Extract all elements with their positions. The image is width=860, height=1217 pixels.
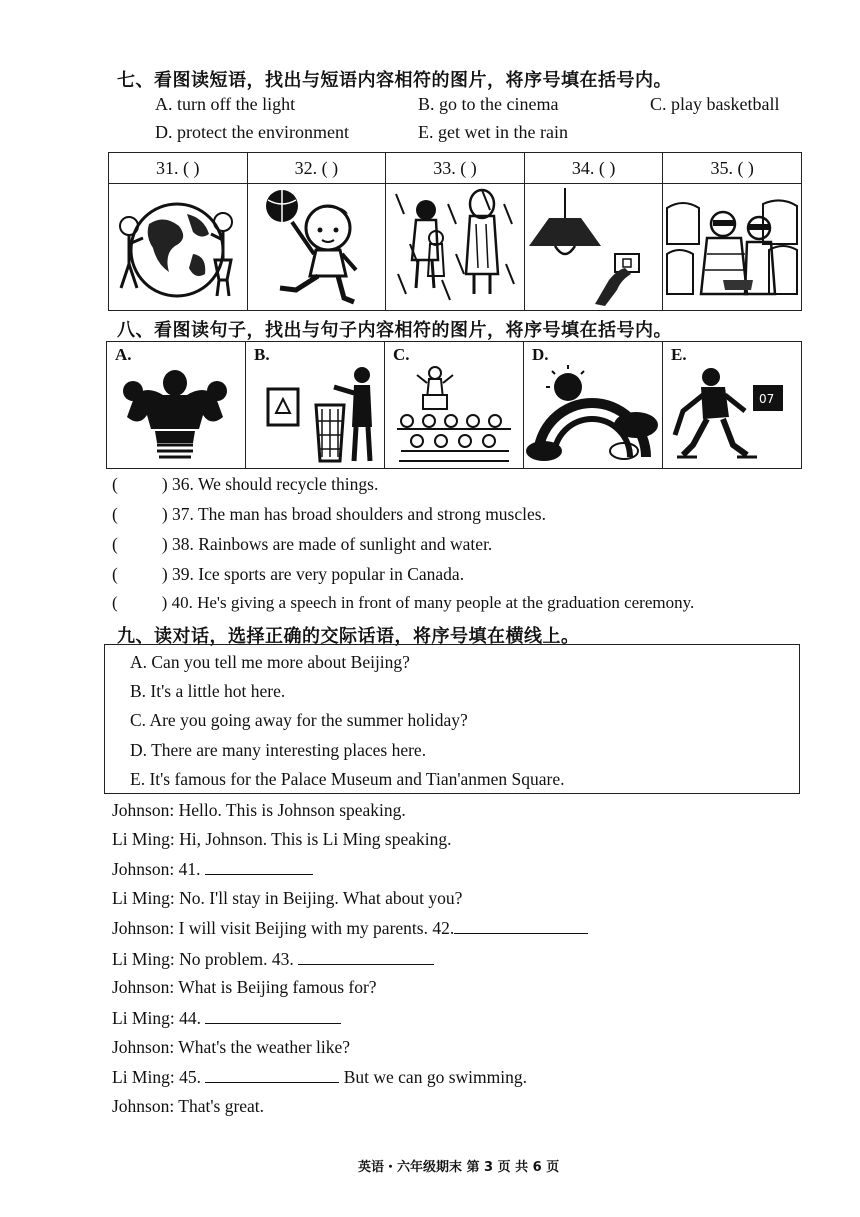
answer-slot-34[interactable]: 34. ( ) xyxy=(524,153,663,184)
answer-slot-31[interactable]: 31. ( ) xyxy=(109,153,248,184)
picture-cell-e xyxy=(663,342,802,469)
section7-title: 七、看图读短语，找出与短语内容相符的图片，将序号填在括号内。 xyxy=(117,70,672,91)
option-b: B. go to the cinema xyxy=(418,94,559,114)
section9-title: 九、读对话，选择正确的交际话语，将序号填在横线上。 xyxy=(117,626,580,647)
picture-cell-b xyxy=(246,342,385,469)
answer-slot-33[interactable]: 33. ( ) xyxy=(386,153,525,184)
picture-cell-c xyxy=(385,342,524,469)
sentence-36: ( ) 36. We should recycle things. xyxy=(112,474,379,494)
basketball-boy-icon xyxy=(248,184,384,308)
picture-letter-b: B. xyxy=(254,345,270,364)
picture-letter-d: D. xyxy=(532,345,549,364)
dialogue-line: Johnson: I will visit Beijing with my parents. 42. xyxy=(112,917,588,939)
picture-cell-31 xyxy=(109,184,248,311)
muscle-man-icon xyxy=(107,365,243,463)
ice-hockey-icon xyxy=(663,365,799,463)
dialogue-line: Johnson: 41. xyxy=(112,858,313,880)
dialogue-line: Li Ming: 44. xyxy=(112,1007,341,1029)
answer-blank-41[interactable] xyxy=(205,858,313,875)
cinema-audience-icon xyxy=(663,184,799,308)
picture-letter-c: C. xyxy=(393,345,410,364)
answer-slot-35[interactable]: 35. ( ) xyxy=(663,153,802,184)
dialogue-line: Li Ming: No problem. 43. xyxy=(112,948,434,970)
dialogue-line: Johnson: What is Beijing famous for? xyxy=(112,977,377,997)
answer-blank-43[interactable] xyxy=(298,948,434,965)
section8-title: 八、看图读句子，找出与句子内容相符的图片，将序号填在括号内。 xyxy=(117,320,672,341)
choice-a: A. Can you tell me more about Beijing? xyxy=(130,652,410,672)
option-d: D. protect the environment xyxy=(155,122,349,142)
sentence-39: ( ) 39. Ice sports are very popular in Canada. xyxy=(112,564,465,584)
answer-blank-42[interactable] xyxy=(454,917,588,934)
svg-text:07: 07 xyxy=(759,392,775,406)
lamp-switch-icon xyxy=(525,184,661,308)
option-e: E. get wet in the rain xyxy=(418,122,568,142)
paren-37[interactable]: ( xyxy=(112,504,118,524)
paren-40[interactable]: ( xyxy=(112,593,118,612)
dialogue-line: Li Ming: Hi, Johnson. This is Li Ming speaking. xyxy=(112,829,452,849)
picture-letter-e: E. xyxy=(671,345,687,364)
paren-38[interactable]: ( xyxy=(112,534,118,554)
answer-slot-32[interactable]: 32. ( ) xyxy=(247,153,386,184)
sentence-38: ( ) 38. Rainbows are made of sunlight and water. xyxy=(112,534,493,554)
graduation-speech-icon xyxy=(385,365,521,463)
choice-b: B. It's a little hot here. xyxy=(130,681,286,701)
picture-cell-32 xyxy=(247,184,386,311)
dialogue-line: Li Ming: No. I'll stay in Beijing. What about you? xyxy=(112,888,463,908)
sentence-40: ( ) 40. He's giving a speech in front of many people at the graduation ceremony. xyxy=(112,593,695,612)
recycle-bin-icon xyxy=(246,365,382,463)
paren-36[interactable]: ( xyxy=(112,474,118,494)
picture-cell-d xyxy=(524,342,663,469)
choice-d: D. There are many interesting places here. xyxy=(130,740,427,760)
earth-kids-icon xyxy=(109,184,245,308)
section7-picture-table xyxy=(108,152,802,311)
rainbow-icon xyxy=(524,365,660,463)
answer-blank-44[interactable] xyxy=(205,1007,341,1024)
picture-cell-a xyxy=(107,342,246,469)
picture-cell-34 xyxy=(524,184,663,311)
picture-cell-35 xyxy=(663,184,802,311)
option-c: C. play basketball xyxy=(650,94,780,114)
section8-picture-table xyxy=(106,341,802,469)
picture-cell-33 xyxy=(386,184,525,311)
option-a: A. turn off the light xyxy=(155,94,296,114)
dialogue-line: Johnson: That's great. xyxy=(112,1096,265,1116)
answer-blank-45[interactable] xyxy=(205,1066,339,1083)
page-footer: 英语・六年级期末 第 3 页 共 6 页 xyxy=(358,1160,560,1175)
picture-letter-a: A. xyxy=(115,345,132,364)
choice-e: E. It's famous for the Palace Museum and Tian'anmen Square. xyxy=(130,769,565,789)
dialogue-line: Johnson: Hello. This is Johnson speaking. xyxy=(112,800,406,820)
rain-people-icon xyxy=(386,184,522,308)
sentence-37: ( ) 37. The man has broad shoulders and strong muscles. xyxy=(112,504,546,524)
paren-39[interactable]: ( xyxy=(112,564,118,584)
choice-c: C. Are you going away for the summer holiday? xyxy=(130,710,468,730)
dialogue-line: Johnson: What's the weather like? xyxy=(112,1037,351,1057)
dialogue-line: Li Ming: 45. But we can go swimming. xyxy=(112,1067,527,1087)
